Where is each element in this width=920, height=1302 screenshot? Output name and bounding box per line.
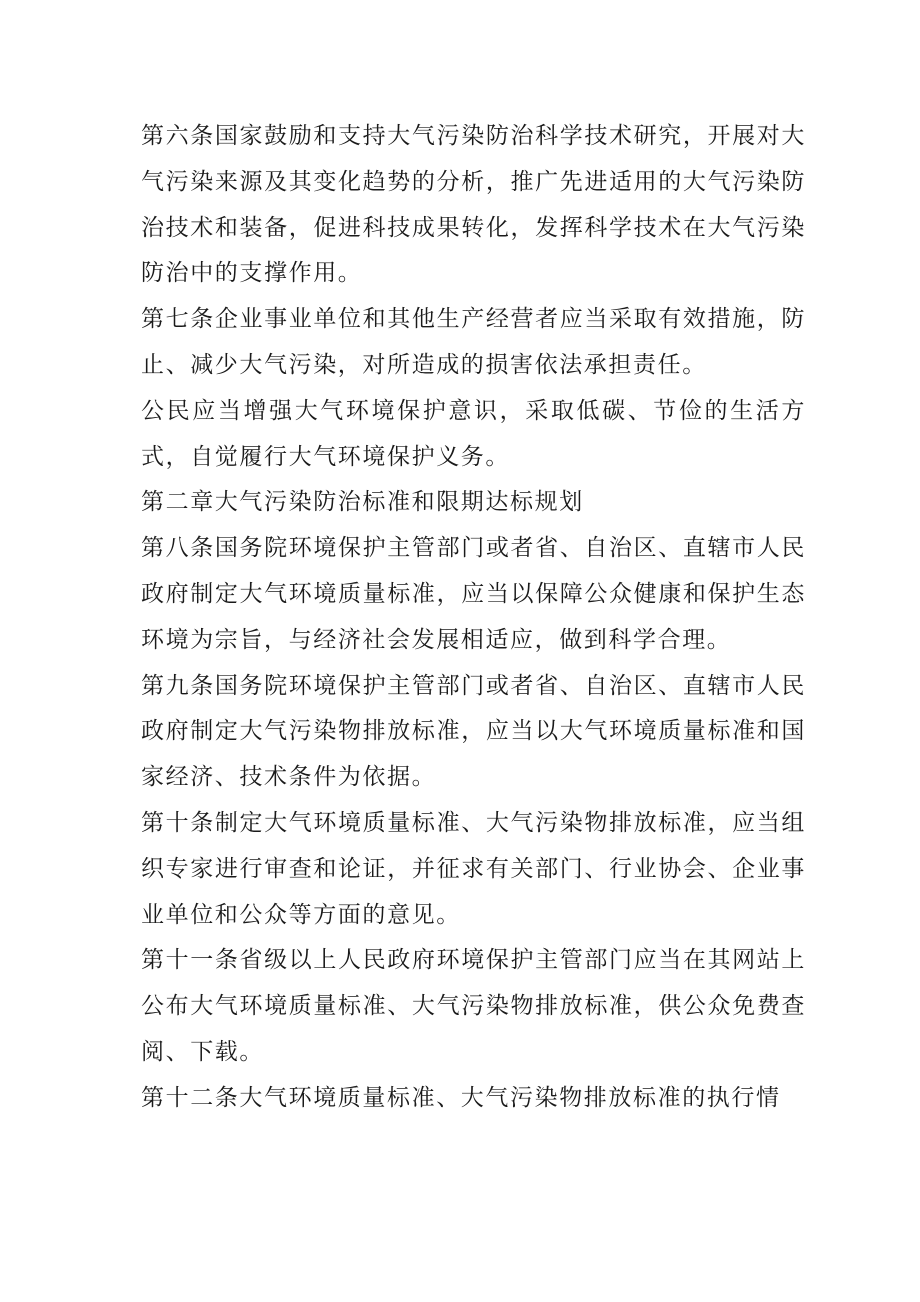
- paragraph-article-12: 第十二条大气环境质量标准、大气污染物排放标准的执行情: [141, 1084, 781, 1111]
- document-body: [141, 114, 806, 1122]
- paragraph-article-7: 第七条企业事业单位和其他生产经营者应当采取有效措施，防止、减少大气污染，对所造成的损害依法承担责任。: [141, 306, 806, 378]
- paragraph-article-8: 第八条国务院环境保护主管部门或者省、自治区、直辖市人民政府制定大气环境质量标准，应当以保障公众健康和保护生态环境为宗旨，与经济社会发展相适应，做到科学合理。: [141, 535, 806, 653]
- paragraph-article-9: 第九条国务院环境保护主管部门或者省、自治区、直辖市人民政府制定大气污染物排放标准，应当以大气环境质量标准和国家经济、技术条件为依据。: [141, 672, 806, 791]
- paragraph-article-6: 第六条国家鼓励和支持大气污染防治科学技术研究，开展对大气污染来源及其变化趋势的分析，推广先进适用的大气污染防治技术和装备，促进科技成果转化，发挥科学技术在大气污染防治中的支撑作用。: [141, 123, 806, 287]
- paragraph-citizen-duty: 公民应当增强大气环境保护意识，采取低碳、节俭的生活方式，自觉履行大气环境保护义务。: [141, 397, 806, 470]
- paragraph-article-11: 第十一条省级以上人民政府环境保护主管部门应当在其网站上公布大气环境质量标准、大气污染物排放标准，供公众免费查阅、下载。: [141, 947, 806, 1065]
- chapter-heading: 第二章大气污染防治标准和限期达标规划: [141, 489, 584, 516]
- paragraph-article-10: 第十条制定大气环境质量标准、大气污染物排放标准，应当组织专家进行审查和论证，并征求有关部门、行业协会、企业事业单位和公众等方面的意见。: [141, 809, 806, 928]
